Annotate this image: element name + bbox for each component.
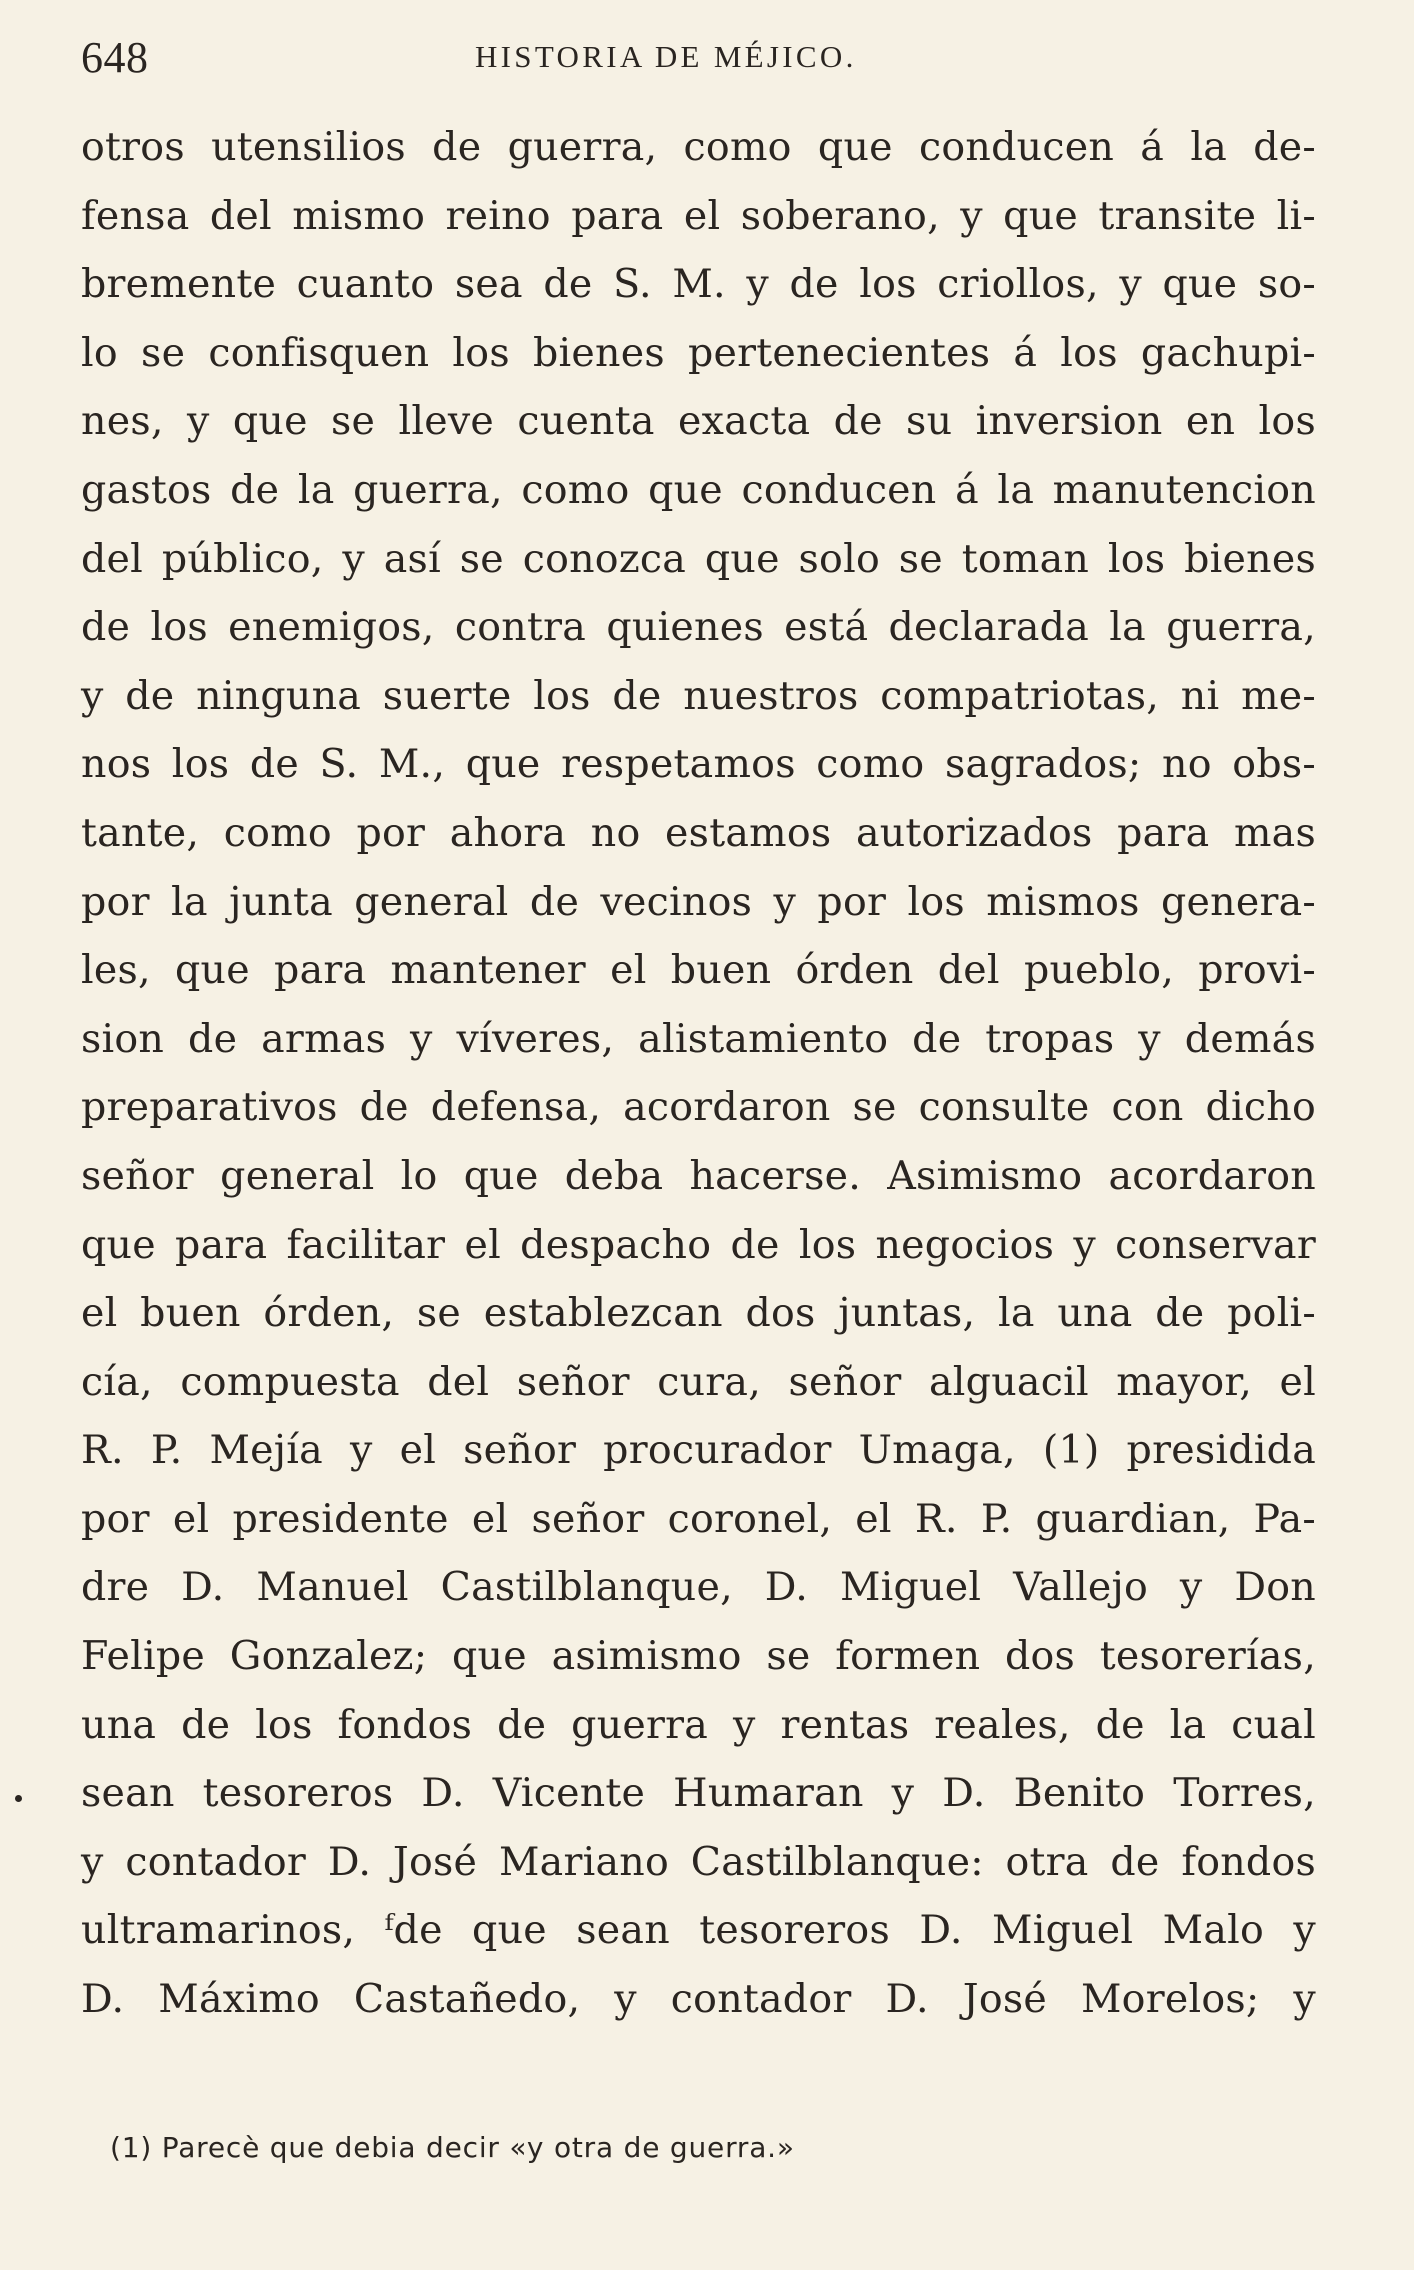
text-line: una de los fondos de guerra y rentas reales, de la cual xyxy=(81,1701,1316,1748)
text-line: bremente cuanto sea de S. M. y de los criollos, y que so- xyxy=(81,261,1316,308)
text-line: D. Máximo Castañedo, y contador D. José Morelos; y xyxy=(81,1976,1316,2023)
text-line: por el presidente el señor coronel, el R. P. guardian, Pa- xyxy=(81,1495,1316,1542)
text-line: nos los de S. M., que respetamos como sagrados; no obs- xyxy=(81,741,1316,788)
text-line: cía, compuesta del señor cura, señor alguacil mayor, el xyxy=(81,1358,1316,1405)
page-header xyxy=(81,35,1316,81)
text-line: nes, y que se lleve cuenta exacta de su inversion en los xyxy=(81,398,1316,445)
text-line: gastos de la guerra, como que conducen á la manutencion xyxy=(81,466,1316,513)
text-line: que para facilitar el despacho de los negocios y conservar xyxy=(81,1221,1316,1268)
running-title: HISTORIA DE MÉJICO. xyxy=(475,39,857,74)
text-line: lo se confisquen los bienes pertenecientes á los gachupi- xyxy=(81,329,1316,376)
text-line: y de ninguna suerte los de nuestros compatriotas, ni me- xyxy=(81,672,1316,719)
text-line: Felipe Gonzalez; que asimismo se formen dos tesorerías, xyxy=(81,1633,1316,1680)
text-line: por la junta general de vecinos y por los mismos genera- xyxy=(81,878,1316,925)
text-line: tante, como por ahora no estamos autorizados para mas xyxy=(81,809,1316,856)
text-line: sion de armas y víveres, alistamiento de tropas y demás xyxy=(81,1015,1316,1062)
text-line: preparativos de defensa, acordaron se consulte con dicho xyxy=(81,1084,1316,1131)
text-line: fensa del mismo reino para el soberano, y que transite li- xyxy=(81,192,1316,239)
footnote-separator xyxy=(81,2092,1316,2093)
text-line: de los enemigos, contra quienes está declarada la guerra, xyxy=(81,604,1316,651)
text-line: les, que para mantener el buen órden del pueblo, provi- xyxy=(81,947,1316,994)
main-text xyxy=(81,113,1316,2034)
footnote: (1) Parecè que debia decir «y otra de guerra.» xyxy=(110,2131,795,2164)
text-line: R. P. Mejía y el señor procurador Umaga, (1) presidida xyxy=(81,1427,1316,1474)
text-line: del público, y así se conozca que solo se toman los bienes xyxy=(81,535,1316,582)
text-line: sean tesoreros D. Vicente Humaran y D. Benito Torres, xyxy=(81,1770,1316,1817)
text-line: y contador D. José Mariano Castilblanque: otra de fondos xyxy=(81,1838,1316,1885)
text-line: ultramarinos, ᶠde que sean tesoreros D. Miguel Malo y xyxy=(81,1907,1316,1954)
page-number: 648 xyxy=(81,33,149,82)
margin-dot-mark xyxy=(15,1795,22,1802)
text-line: otros utensilios de guerra, como que conducen á la de- xyxy=(81,124,1316,170)
text-line: dre D. Manuel Castilblanque, D. Miguel Vallejo y Don xyxy=(81,1564,1316,1611)
text-line: el buen órden, se establezcan dos juntas, la una de poli- xyxy=(81,1290,1316,1337)
text-line: señor general lo que deba hacerse. Asimismo acordaron xyxy=(81,1152,1316,1199)
